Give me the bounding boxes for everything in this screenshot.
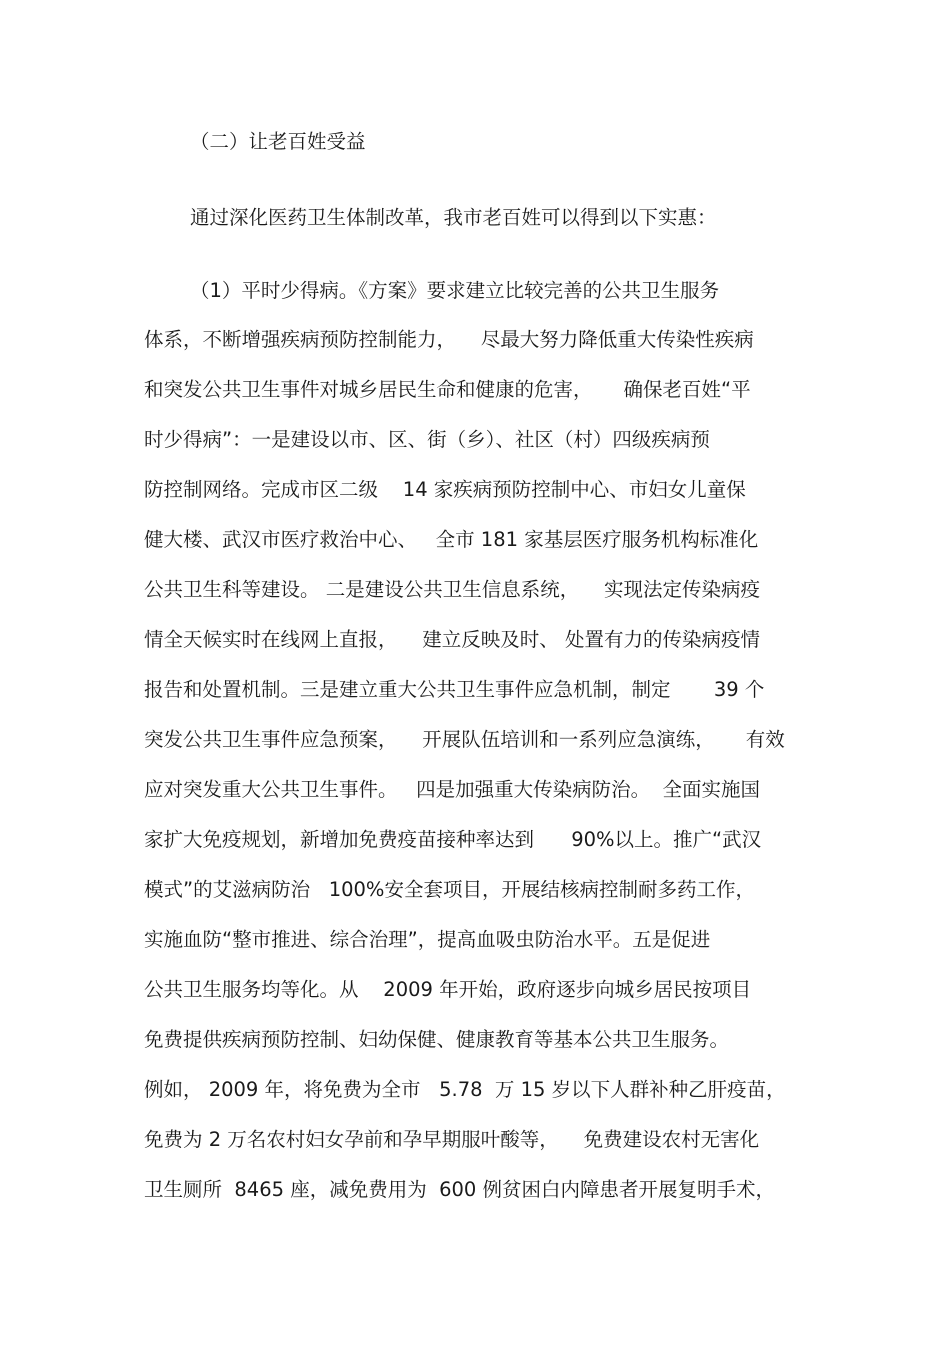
body-line: 家扩大免疫规划，新增加免费疫苗接种率达到 90%以上。推广“武汉 [144,828,762,851]
body-line: 防控制网络。完成市区二级 14 家疾病预防控制中心、市妇女儿童保 [144,478,746,501]
body-line: 和突发公共卫生事件对城乡居民生命和健康的危害， 确保老百姓“平 [144,378,751,401]
body-line: 卫生厕所 8465 座，减免费用为 600 例贫困白内障患者开展复明手术， [144,1178,776,1201]
body-line: 例如， 2009 年，将免费为全市 5.78 万 15 岁以下人群补种乙肝疫苗， [144,1078,786,1101]
body-line: 体系，不断增强疾病预防控制能力， 尽最大努力降低重大传染性疾病 [144,328,754,351]
body-line: 实施血防“整市推进、综合治理”，提高血吸虫防治水平。五是促进 [144,928,711,951]
body-line: 公共卫生服务均等化。从 2009 年开始，政府逐步向城乡居民按项目 [144,978,752,1001]
body-line: 免费为 2 万名农村妇女孕前和孕早期服叶酸等， 免费建设农村无害化 [144,1128,760,1151]
body-line: 情全天候实时在线网上直报， 建立反映及时、 处置有力的传染病疫情 [144,628,760,651]
body-line: 健大楼、武汉市医疗救治中心、 全市 181 家基层医疗服务机构标准化 [144,528,759,551]
body-line: 报告和处置机制。三是建立重大公共卫生事件应急机制，制定 39 个 [144,678,765,701]
body-line: 应对突发重大公共卫生事件。 四是加强重大传染病防治。 全面实施国 [144,778,760,801]
body-line: 突发公共卫生事件应急预案， 开展队伍培训和一系列应急演练， 有效 [144,728,785,751]
body-line: （1）平时少得病。《方案》要求建立比较完善的公共卫生服务 [190,279,720,302]
body-line: 时少得病”：一是建设以市、区、街（乡）、社区（村）四级疾病预 [144,428,710,451]
body-line: 免费提供疾病预防控制、妇幼保健、健康教育等基本公共卫生服务。 [144,1028,730,1051]
section-heading: （二）让老百姓受益 [190,130,366,153]
body-line: 公共卫生科等建设。 二是建设公共卫生信息系统， 实现法定传染病疫 [144,578,760,601]
body-line: 模式”的艾滋病防治 100%安全套项目，开展结核病控制耐多药工作， [144,878,755,901]
intro-paragraph: 通过深化医药卫生体制改革，我市老百姓可以得到以下实惠： [190,206,717,229]
